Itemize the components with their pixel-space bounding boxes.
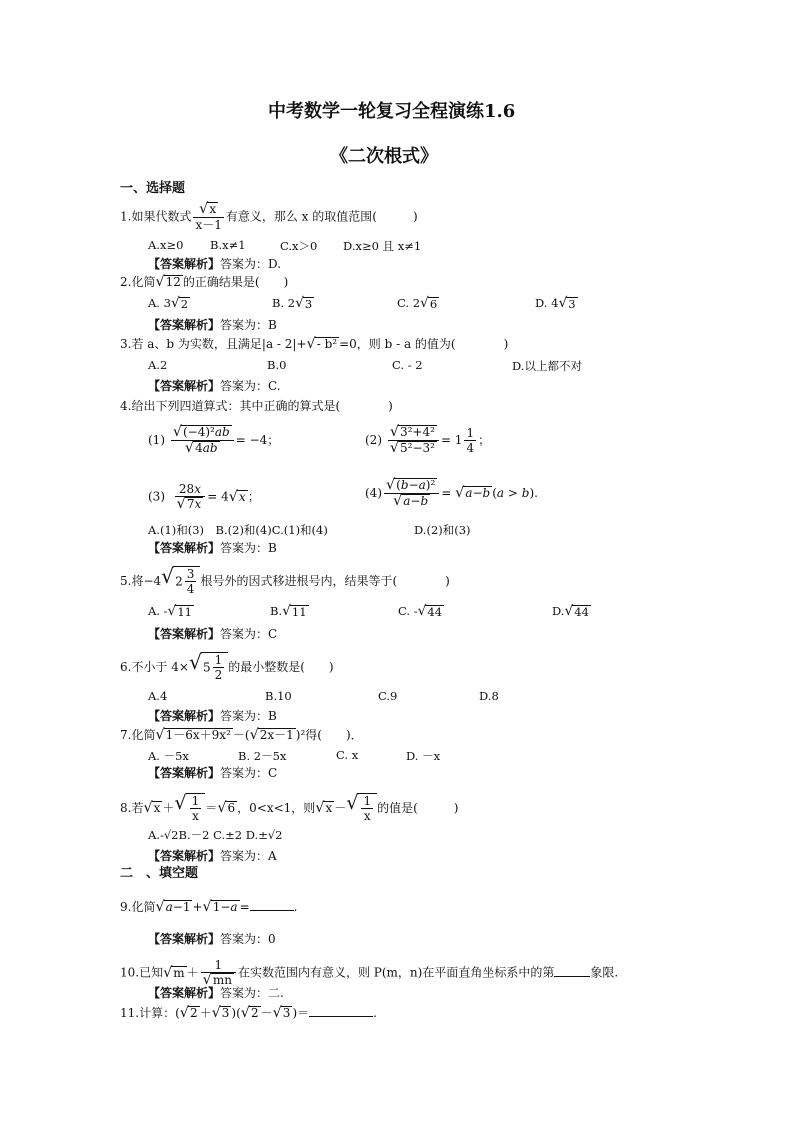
- question-9: 9.化简 √ a−1 + √ 1−a = .: [120, 899, 298, 916]
- q4-formula-1: (1) √ (−4)²ab √ 4ab = −4；: [148, 424, 280, 456]
- q7-answer: 【答案解析】答案为：C: [148, 766, 278, 780]
- q1-answer: 【答案解析】答案为：D.: [148, 257, 282, 271]
- q7-option-a: A. －5x: [148, 749, 189, 763]
- question-6: 6.不小于 4× √ 5 $\frac{1}{2}$ 的最小整数是( ): [120, 650, 334, 683]
- q4-formula-4: (4) √ (b−a)² √ a−b = √ a−b (a > b).: [365, 477, 538, 509]
- q5-answer: 【答案解析】答案为：C: [148, 627, 278, 641]
- q3-option-c: C. - 2: [392, 358, 423, 372]
- q4-formula-2: (2) √ 3²+4² √ 5²−3² = 1 $\frac{1}{4}$ ；: [365, 424, 491, 456]
- q2-option-d: D. 4 √ 3: [535, 294, 576, 311]
- q4-option-d: D.(2)和(3): [414, 523, 471, 537]
- q2-option-c: C. 2 √ 6: [397, 294, 438, 311]
- q6-answer: 【答案解析】答案为：B: [148, 709, 277, 723]
- question-1: [120, 202, 418, 232]
- section-fill: 二 、填空题: [120, 866, 199, 881]
- question-10: 10.已知 √ m ＋ 1 √ mn 在实数范围内有意义，则 P(m，n)在平面直角坐标系中的第 象限.: [120, 958, 619, 989]
- q6-option-a: A.4: [148, 689, 168, 703]
- question-1-tail: 有意义，那么 x 的取值范围( ): [225, 209, 418, 224]
- q9-blank: [250, 910, 294, 911]
- question-3: 3.若 a、b 为实数，且满足|a - 2|+ √ - b² =0，则 b - a 的值为( ): [120, 336, 509, 353]
- q1-option-c: C.x＞0: [280, 239, 318, 253]
- q5-option-a: A. - √ 11: [148, 602, 192, 619]
- section-choice: 一、选择题: [120, 181, 186, 196]
- q7-option-b: B. 2－5x: [238, 749, 287, 763]
- question-7: 7.化简 √ 1－6x＋9x² －( √ 2x－1 )²得( )．: [120, 727, 363, 744]
- q2-answer: 【答案解析】答案为：B: [148, 318, 277, 332]
- q7-option-c: C. x: [336, 748, 359, 762]
- q6-option-b: B.10: [265, 689, 292, 703]
- q1-option-a: A.x≥0: [148, 238, 184, 252]
- question-4: 4.给出下列四道算式：其中正确的算式是( ): [120, 399, 393, 413]
- q4-formula-3: (3) 28x √ 7x = 4 √ x ；: [148, 482, 260, 513]
- q9-answer: 【答案解析】答案为：0: [148, 932, 276, 946]
- q8-answer: 【答案解析】答案为：A: [148, 849, 277, 863]
- q11-blank: [309, 1016, 373, 1017]
- q10-answer: 【答案解析】答案为：二.: [148, 986, 284, 1000]
- q3-answer: 【答案解析】答案为：C.: [148, 379, 281, 393]
- q8-options: A.-√2B.－2 C.±2 D.±√2: [148, 828, 283, 842]
- q3-option-a: A.2: [148, 358, 168, 372]
- q1-option-d: D.x≥0 且 x≠1: [343, 239, 422, 253]
- question-1-text: 1.如果代数式: [120, 209, 192, 224]
- q3-option-b: B.0: [267, 358, 287, 372]
- question-8: 8.若 √ x ＋ √ $\frac{1}{x}$ ＝ √ 6 ，0<x<1，则 √ x － √ $\frac{1}{x}$ 的值是( ): [120, 791, 459, 824]
- question-11: 11.计算：( √ 2 ＋ √ 3 )( √ 2 － √ 3 )＝ .: [120, 1005, 377, 1022]
- question-2: 2.化简 √ 12 的正确结果是( ): [120, 274, 289, 291]
- q5-option-c: C. - √ 44: [398, 602, 443, 619]
- q4-options: A.(1)和(3) B.(2)和(4)C.(1)和(4): [148, 523, 328, 537]
- q3-option-d: D.以上都不对: [512, 359, 582, 373]
- q5-option-b: B. √ 11: [270, 602, 307, 619]
- page-title: 中考数学一轮复习全程演练1.6: [268, 101, 516, 122]
- q1-fraction: √ x x－1: [195, 201, 222, 232]
- q10-blank: [554, 976, 590, 977]
- page-subtitle: 《二次根式》: [330, 146, 438, 167]
- question-5: 5.将−4 √ 2 $\frac{3}{4}$ 根号外的因式移进根号内，结果等于( ): [120, 564, 450, 597]
- q6-option-c: C.9: [378, 689, 398, 703]
- q2-option-a: A. 3 √ 2: [148, 294, 189, 311]
- q2-option-b: B. 2 √ 3: [272, 294, 313, 311]
- q4-answer: 【答案解析】答案为：B: [148, 541, 277, 555]
- q7-option-d: D. －x: [406, 749, 441, 763]
- q5-option-d: D. √ 44: [552, 602, 589, 619]
- q6-option-d: D.8: [479, 689, 499, 703]
- q1-option-b: B.x≠1: [210, 238, 246, 252]
